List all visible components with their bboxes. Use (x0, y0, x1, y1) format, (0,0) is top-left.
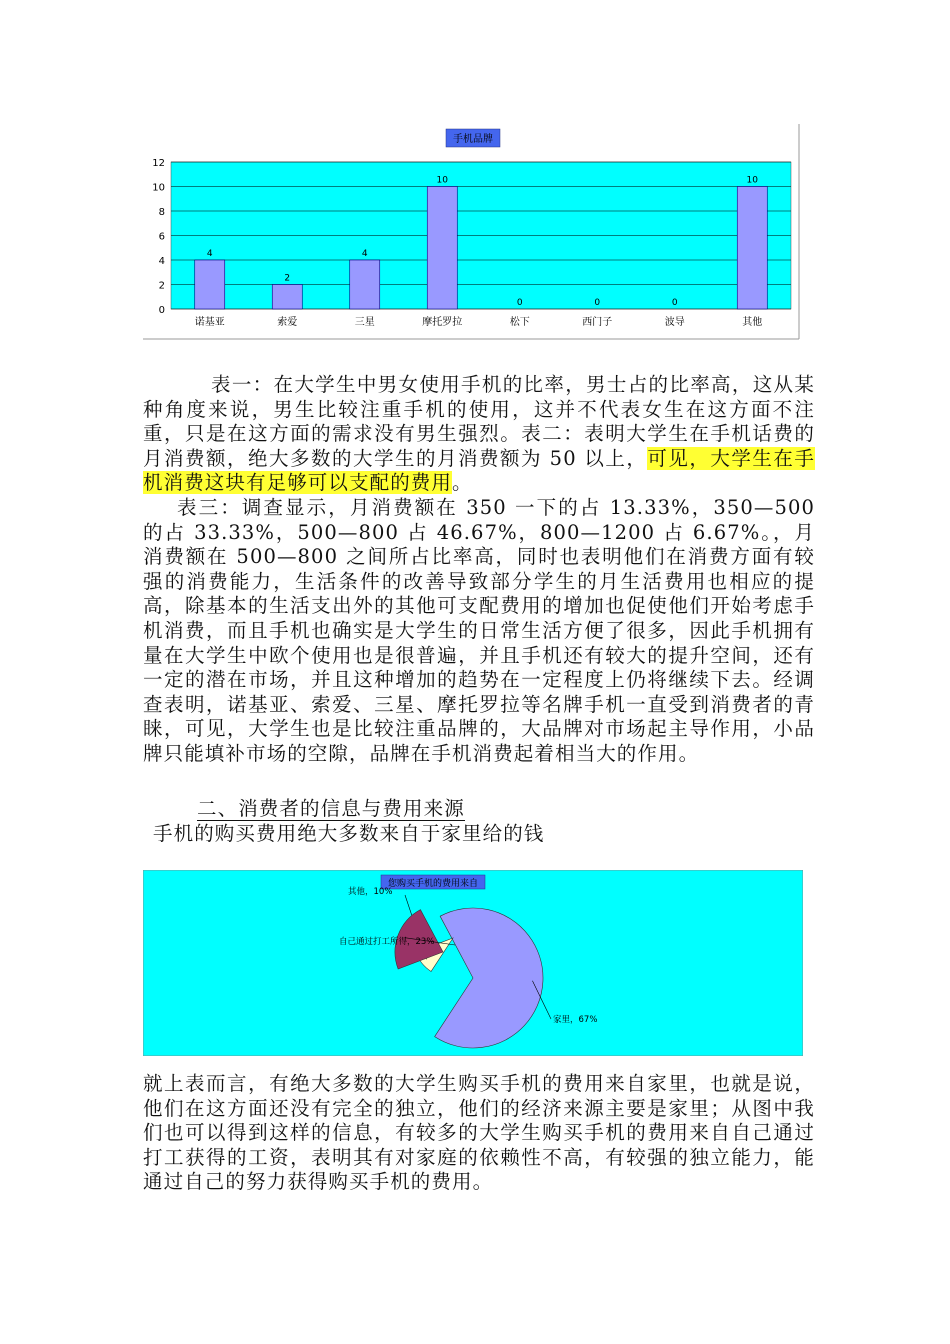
bar-chart-svg (143, 124, 803, 340)
pie-slice-label: 家里，67% (553, 1015, 598, 1025)
section-heading: 二、消费者的信息与费用来源 (197, 797, 465, 820)
x-tick-label: 索爱 (277, 317, 298, 328)
y-tick-label: 0 (158, 305, 165, 316)
paragraph-survey (143, 496, 815, 767)
bar-value-label: 0 (594, 298, 601, 308)
x-tick-label: 其他 (742, 317, 763, 328)
y-tick-label: 4 (158, 256, 165, 267)
pie-chart-svg (143, 870, 803, 1056)
paragraph-2-text: 表三：调查显示，月消费额在 350 一下的占 13.33%，350—500 的占 33.33%，500—800 占 46.67%，800—1200 占 6.67%。，月消费额在 500—800 之间所占比率高，同时也表明他们在消费方面有较强的消费能力，生活条件的改善导致部分学生的月生活费用也相应的提高，除基本的生活支出外的其他可支配费用的增加也促使他们开始考虑手机消费，而且手机也确实是大学生的日常生活方便了很多，因此手机拥有量在大学生中欧个使用也是很普遍，并且手机还有较大的提升空间，还有一定的潜在市场，并且这种增加的趋势在一定程度上仍将继续下去。经调查表明，诺基亚、索爱、三星、摩托罗拉等名牌手机一直受到消费者的青睐，可见，大学生也是比较注重品牌的，大品牌对市场起主导作用，小品牌只能填补市场的空隙，品牌在手机消费起着相当大的作用。 (143, 496, 815, 765)
y-tick-label: 2 (158, 280, 165, 292)
bar (272, 285, 302, 310)
paragraph-1-end: 。 (452, 471, 473, 495)
x-tick-label: 三星 (354, 317, 375, 328)
pie-title: 您购买手机的费用来自 (387, 879, 479, 889)
y-tick-label: 12 (152, 158, 165, 169)
x-tick-label: 松下 (509, 317, 530, 328)
y-tick-label: 10 (152, 182, 165, 194)
funding-pie-chart (143, 870, 803, 1056)
y-tick-label: 6 (158, 231, 165, 243)
paragraph-1-text: 表一：在大学生中男女使用手机的比率，男士占的比率高，这从某种角度来说，男生比较注重手机的使用，这并不代表女生在这方面不注重，只是在这方面的需求没有男生强烈。表二：表明大学生在手机话费的月消费额，绝大多数的大学生的月消费额为 50 以上， (143, 373, 815, 470)
x-tick-label: 西门子 (582, 317, 613, 328)
section-intro-line: 手机的购买费用绝大多数来自于家里给的钱 (153, 822, 545, 845)
bar-value-label: 2 (284, 273, 291, 284)
pie-slice-label: 自己通过打工所得，23% (339, 937, 435, 947)
pie-slice-label: 其他，10% (348, 887, 393, 897)
bar-value-label: 10 (436, 175, 448, 186)
bar (350, 260, 380, 309)
bar-value-label: 4 (206, 249, 213, 259)
brand-bar-chart (143, 124, 803, 340)
bar-value-label: 0 (516, 298, 523, 308)
bar (427, 187, 457, 310)
bar-value-label: 10 (746, 175, 758, 186)
paragraph-table-analysis (143, 373, 815, 496)
x-tick-label: 诺基亚 (194, 317, 225, 328)
bar-value-label: 4 (361, 249, 368, 259)
bar-value-label: 0 (671, 298, 678, 308)
y-tick-label: 8 (158, 207, 165, 218)
bar (195, 260, 225, 309)
x-tick-label: 摩托罗拉 (422, 317, 463, 328)
paragraph-3-text: 就上表而言，有绝大多数的大学生购买手机的费用来自家里，也就是说，他们在这方面还没有完全的独立，他们的经济来源主要是家里；从图中我们也可以得到这样的信息，有较多的大学生购买手机的费用来自自己通过打工获得的工资，表明其有对家庭的依赖性不高，有较强的独立能力，能通过自己的努力获得购买手机的费用。 (143, 1072, 815, 1194)
highlighted-sentence: 可见，大学生在手机消费这块有足够可以支配的费用 (143, 446, 815, 495)
paragraph-conclusion (143, 1072, 815, 1195)
x-tick-label: 波导 (664, 317, 685, 328)
chart-title: 手机品牌 (453, 134, 493, 145)
bar (737, 187, 767, 310)
